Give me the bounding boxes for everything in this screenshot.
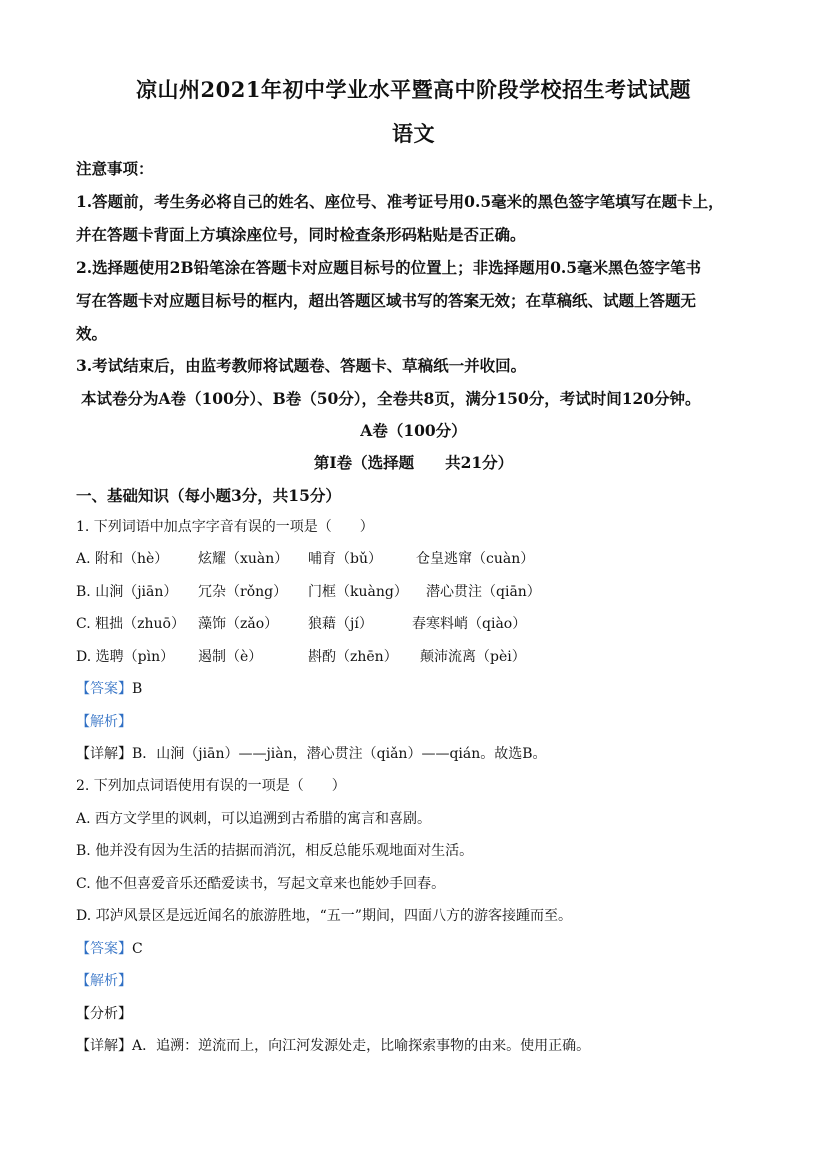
part-a-heading: A卷（100分）	[360, 421, 467, 440]
q2-fenxi-tag: 【分析】	[76, 1006, 132, 1022]
q2-answer-tag: 【答案】	[76, 941, 132, 957]
q1-b-word2: 冗杂（rǒng）	[198, 584, 288, 600]
note-4: 本试卷分为A卷（100分）、B卷（50分），全卷共8页，满分150分，考试时间120分钟。	[81, 389, 701, 408]
q1-a-word4: 仓皇逃窜（cuàn）	[416, 551, 535, 567]
note-1b: 并在答题卡背面上方填涂座位号，同时检查条形码粘贴是否正确。	[76, 225, 526, 244]
q2-option-b: B. 他并没有因为生活的拮据而消沉，相反总能乐观地面对生活。	[76, 843, 474, 859]
q2-detail: 【详解】A．追溯：逆流而上，向江河发源处走，比喻探索事物的由来。使用正确。	[76, 1038, 591, 1054]
subject-title: 语文	[392, 121, 435, 146]
q2-option-a: A. 西方文学里的讽刺，可以追溯到古希腊的寓言和喜剧。	[76, 811, 432, 827]
q1-d-word2: 遏制（è）	[198, 649, 263, 665]
note-1a: 1.答题前，考生务必将自己的姓名、座位号、准考证号用0.5毫米的黑色签字笔填写在题卡上，	[76, 192, 724, 211]
q1-c-word2: 藻饰（zǎo）	[198, 616, 279, 632]
q1-stem: 1. 下列词语中加点字字音有误的一项是（ ）	[76, 519, 374, 535]
q1-d-word4: 颠沛流离（pèi）	[420, 649, 526, 665]
q1-a-word1: A. 附和（hè）	[76, 551, 169, 567]
note-2a: 2.选择题使用2B铅笔涂在答题卡对应题目标号的位置上；非选择题用0.5毫米黑色签字笔书	[76, 258, 702, 277]
q1-c-word4: 春寒料峭（qiào）	[412, 616, 527, 632]
q1-a-word2: 炫耀（xuàn）	[198, 551, 289, 567]
note-2b: 写在答题卡对应题目标号的框内，超出答题区域书写的答案无效；在草稿纸、试题上答题无	[76, 291, 697, 310]
q1-c-word3: 狼藉（jí）	[308, 616, 373, 632]
note-3: 3.考试结束后，由监考教师将试题卷、答题卡、草稿纸一并收回。	[76, 356, 527, 375]
q1-analysis-tag: 【解析】	[76, 714, 132, 730]
volume-1-heading: 第Ⅰ卷（选择题 共21分）	[313, 453, 514, 472]
notes-heading: 注意事项：	[76, 159, 154, 178]
q2-stem: 2. 下列加点词语使用有误的一项是（ ）	[76, 778, 346, 794]
q1-a-word3: 哺育（bǔ）	[308, 551, 382, 567]
q1-c-word1: C. 粗拙（zhuō）	[76, 616, 185, 632]
q1-b-word1: B. 山涧（jiān）	[76, 584, 178, 600]
q1-answer-value: B	[132, 681, 143, 697]
q2-answer	[76, 938, 143, 958]
q1-answer	[76, 678, 142, 698]
q1-d-word1: D. 选聘（pìn）	[76, 649, 175, 665]
q1-option-b	[76, 581, 541, 601]
q1-answer-tag: 【答案】	[76, 681, 132, 697]
q2-option-d: D. 邛泸风景区是远近闻名的旅游胜地，“五一”期间，四面八方的游客接踵而至。	[76, 908, 572, 924]
q1-option-a	[76, 548, 534, 568]
exam-title: 凉山州2021年初中学业水平暨高中阶段学校招生考试试题	[136, 77, 691, 102]
q2-analysis-tag: 【解析】	[76, 973, 132, 989]
section-1-heading: 一、基础知识（每小题3分，共15分）	[76, 486, 341, 505]
note-2c: 效。	[76, 324, 108, 343]
q1-b-word3: 门框（kuàng）	[308, 584, 408, 600]
q1-detail: 【详解】B．山涧（jiān）——jiàn，潜心贯注（qiǎn）——qián。故选B。	[76, 746, 547, 762]
q1-option-d	[76, 646, 526, 666]
q1-option-c	[76, 613, 526, 633]
q1-b-word4: 潜心贯注（qiān）	[426, 584, 541, 600]
q2-option-c: C. 他不但喜爱音乐还酷爱读书，写起文章来也能妙手回春。	[76, 876, 446, 892]
q1-d-word3: 斟酌（zhēn）	[308, 649, 398, 665]
q2-answer-value: C	[132, 941, 143, 957]
